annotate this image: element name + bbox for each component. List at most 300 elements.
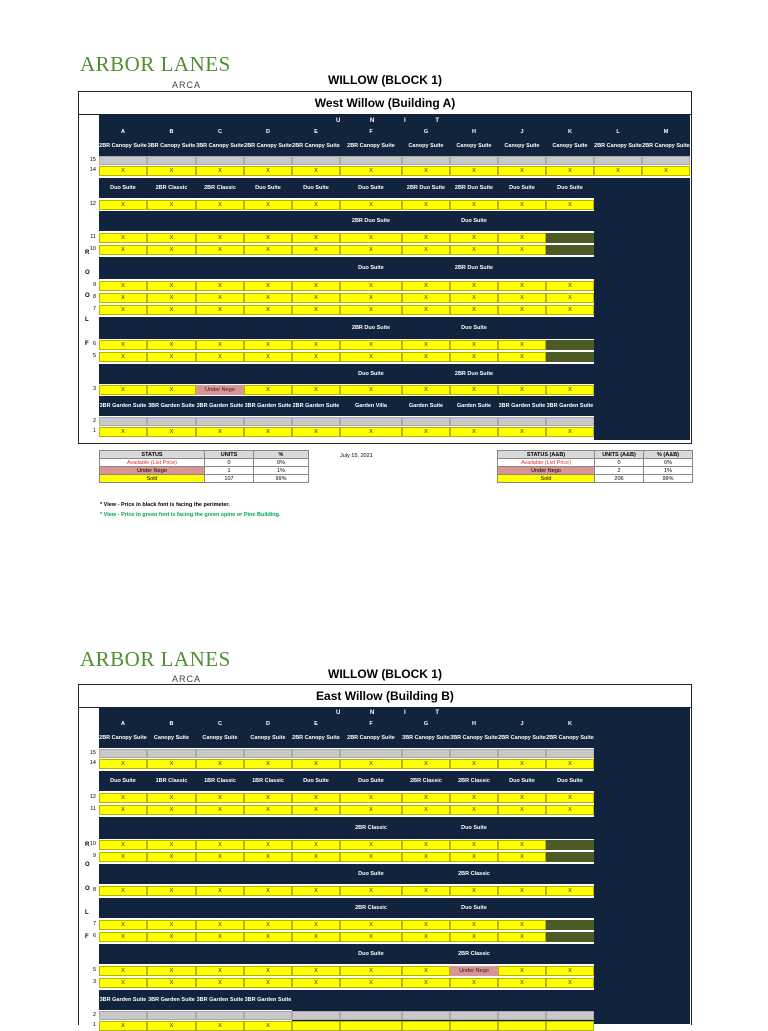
unit-type-cell: Garden Villa [340, 396, 402, 416]
unit-type-cell [99, 944, 147, 964]
empty-floor-cell [498, 749, 546, 758]
note-perimeter: * View - Price in black font is facing the perimeter. [100, 502, 230, 508]
unit-type-cell: Canopy Suite [196, 728, 244, 748]
floor-letter: R [85, 842, 90, 848]
empty-floor-cell [99, 1011, 147, 1020]
unit-type-cell [546, 944, 594, 964]
unit-type-cell: Canopy Suite [546, 136, 594, 156]
unit-status-cell: X [498, 352, 546, 362]
unit-status-cell: X [450, 352, 498, 362]
unit-status-cell: X [99, 293, 147, 303]
unit-status-cell: X [292, 233, 340, 243]
unit-status-cell: X [498, 340, 546, 350]
unit-type-cell: K [546, 720, 594, 728]
unit-status-cell: X [450, 385, 498, 395]
unit-type-cell: Duo Suite [498, 178, 546, 198]
floor-letter: O [85, 862, 90, 868]
unit-type-cell [244, 211, 292, 231]
unit-status-cell: X [99, 805, 147, 815]
unit-status-cell: X [147, 852, 196, 862]
unit-type-cell [402, 864, 450, 884]
unit-status-cell: X [99, 852, 147, 862]
unit-status-cell: X [99, 1021, 147, 1031]
unit-status-cell: X [99, 427, 147, 437]
unit-type-cell [402, 944, 450, 964]
unit-status-cell: X [546, 305, 594, 315]
brand-logo: ARBOR LANES [80, 647, 231, 671]
unit-type-cell [196, 317, 244, 339]
unit-status-cell: X [498, 840, 546, 850]
unit-status-cell: X [99, 978, 147, 988]
unit-type-cell [147, 257, 196, 279]
unit-status-cell: X [292, 166, 340, 176]
unit-status-cell: X [244, 759, 292, 769]
unit-status-cell: X [147, 793, 196, 803]
legend-units: 107 [205, 475, 254, 483]
unit-status-cell [546, 852, 594, 862]
unit-type-cell: M [642, 128, 690, 136]
unit-status-cell: X [450, 805, 498, 815]
unit-status-cell: X [99, 166, 147, 176]
unit-type-cell [402, 211, 450, 231]
floor-number: 11 [90, 806, 96, 812]
legend-units: 0 [205, 459, 254, 467]
unit-type-cell: Duo Suite [340, 864, 402, 884]
unit-status-cell: X [292, 852, 340, 862]
unit-status-cell: X [546, 793, 594, 803]
unit-status-cell: X [340, 932, 402, 942]
unit-type-cell: 3BR Canopy Suite [196, 136, 244, 156]
unit-status-cell: X [340, 385, 402, 395]
unit-status-cell: X [292, 978, 340, 988]
unit-header: U N I T [99, 114, 690, 128]
unit-status-cell: X [147, 840, 196, 850]
floor-number: 15 [89, 750, 96, 756]
unit-status-cell: X [402, 245, 450, 255]
floor-number: 10 [89, 246, 96, 252]
empty-floor-cell [292, 417, 340, 426]
empty-floor-cell [340, 156, 402, 165]
unit-type-cell: 2BR Canopy Suite [594, 136, 642, 156]
unit-type-cell [340, 990, 402, 1010]
unit-type-cell: Duo Suite [292, 178, 340, 198]
unit-type-cell: E [292, 128, 340, 136]
unit-status-cell: X [147, 293, 196, 303]
unit-type-cell: F [340, 720, 402, 728]
unit-status-cell: X [498, 852, 546, 862]
unit-status-cell: X [498, 305, 546, 315]
unit-type-cell: 2BR Canopy Suite [292, 728, 340, 748]
unit-type-cell: Canopy Suite [244, 728, 292, 748]
unit-type-cell: Duo Suite [450, 211, 498, 231]
unit-type-cell: Duo Suite [340, 944, 402, 964]
unit-status-cell: X [244, 1021, 292, 1031]
unit-status-cell: X [498, 886, 546, 896]
unit-type-cell [147, 817, 196, 839]
unit-type-cell: 3BR Garden Suite [196, 990, 244, 1010]
unit-status-cell: X [546, 427, 594, 437]
empty-floor-cell [147, 417, 196, 426]
block-title: WILLOW (BLOCK 1) [328, 73, 442, 87]
legend-header: STATUS (A&B) [498, 451, 595, 459]
unit-status-cell: X [546, 385, 594, 395]
unit-status-cell: X [450, 305, 498, 315]
unit-status-cell: X [340, 166, 402, 176]
empty-floor-cell [546, 156, 594, 165]
unit-type-cell: 3BR Garden Suite [546, 396, 594, 416]
unit-status-cell: X [99, 920, 147, 930]
unit-type-cell: Duo Suite [292, 771, 340, 791]
unit-type-cell [546, 990, 594, 1010]
unit-type-cell: Garden Suite [402, 396, 450, 416]
unit-type-cell: C [196, 720, 244, 728]
unit-status-cell [292, 1021, 340, 1031]
unit-status-cell: X [244, 293, 292, 303]
unit-status-cell: X [340, 978, 402, 988]
unit-status-cell: X [147, 340, 196, 350]
unit-type-cell: Duo Suite [340, 178, 402, 198]
unit-type-cell: Duo Suite [546, 771, 594, 791]
floor-number: 14 [89, 167, 96, 173]
unit-status-cell: X [196, 245, 244, 255]
unit-type-cell: 2BR Duo Suite [340, 317, 402, 339]
unit-status-cell: X [99, 793, 147, 803]
unit-status-cell: X [99, 840, 147, 850]
floor-letter: O [85, 293, 90, 299]
unit-status-cell: X [642, 166, 690, 176]
unit-status-cell: X [196, 978, 244, 988]
empty-floor-cell [244, 156, 292, 165]
unit-status-cell [546, 840, 594, 850]
unit-status-cell: X [99, 352, 147, 362]
unit-status-cell: X [402, 233, 450, 243]
unit-status-cell: X [594, 166, 642, 176]
floor-number: 3 [92, 979, 96, 985]
unit-status-cell: X [147, 200, 196, 210]
brand-logo: ARBOR LANES [80, 52, 231, 76]
unit-status-cell [340, 1021, 402, 1031]
floor-letter: O [85, 270, 90, 276]
unit-type-cell [99, 864, 147, 884]
unit-status-cell: X [147, 966, 196, 976]
floor-number: 10 [89, 841, 96, 847]
legend-header: UNITS (A&B) [595, 451, 644, 459]
unit-status-cell: X [450, 852, 498, 862]
unit-status-cell: X [340, 200, 402, 210]
unit-type-cell: Duo Suite [99, 771, 147, 791]
unit-status-cell: X [498, 805, 546, 815]
unit-status-cell: X [498, 932, 546, 942]
unit-status-cell: X [244, 852, 292, 862]
unit-status-cell: X [244, 793, 292, 803]
empty-floor-cell [292, 749, 340, 758]
unit-status-cell: X [402, 793, 450, 803]
unit-status-cell: X [450, 759, 498, 769]
unit-status-cell: X [340, 793, 402, 803]
unit-status-cell: X [498, 385, 546, 395]
legend-status: Sold [498, 475, 595, 483]
unit-status-cell: X [292, 805, 340, 815]
unit-status-cell: X [402, 840, 450, 850]
unit-type-cell: 2BR Canopy Suite [292, 136, 340, 156]
navy-fill [594, 178, 690, 440]
legend-status: Available (List Price) [100, 459, 205, 467]
unit-status-cell: Under Nego [450, 966, 498, 976]
unit-status-cell: X [546, 978, 594, 988]
unit-status-cell: X [546, 166, 594, 176]
unit-status-cell: X [402, 759, 450, 769]
unit-type-cell: 2BR Garden Suite [292, 396, 340, 416]
unit-type-cell: 2BR Classic [402, 771, 450, 791]
unit-status-cell: X [450, 233, 498, 243]
unit-status-cell: X [340, 759, 402, 769]
unit-status-cell: X [196, 759, 244, 769]
unit-type-cell: Canopy Suite [450, 136, 498, 156]
unit-status-cell: X [402, 427, 450, 437]
unit-status-cell: X [244, 805, 292, 815]
unit-status-cell: X [340, 352, 402, 362]
unit-type-cell: 3BR Garden Suite [147, 990, 196, 1010]
unit-status-cell: X [147, 305, 196, 315]
unit-status-cell: X [196, 200, 244, 210]
unit-type-cell: Duo Suite [340, 364, 402, 384]
unit-type-cell [99, 364, 147, 384]
unit-type-cell: 2BR Duo Suite [450, 178, 498, 198]
floor-number: 12 [89, 201, 96, 207]
unit-type-cell [244, 817, 292, 839]
unit-status-cell: X [292, 305, 340, 315]
unit-type-cell [546, 364, 594, 384]
empty-floor-cell [244, 1011, 292, 1020]
unit-type-cell [292, 898, 340, 918]
floor-number: 5 [92, 353, 96, 359]
unit-status-cell: X [450, 293, 498, 303]
status-legend-ab [497, 450, 693, 483]
floor-number: 3 [92, 386, 96, 392]
unit-status-cell: X [292, 886, 340, 896]
unit-type-cell [292, 257, 340, 279]
unit-status-cell: X [292, 793, 340, 803]
unit-type-cell [147, 944, 196, 964]
unit-type-cell: B [147, 720, 196, 728]
empty-floor-cell [196, 1011, 244, 1020]
unit-type-cell [196, 898, 244, 918]
unit-status-cell: X [546, 759, 594, 769]
unit-type-cell: 1BR Classic [244, 771, 292, 791]
unit-header: U N I T [99, 707, 690, 720]
unit-status-cell [546, 233, 594, 243]
unit-status-cell [546, 1021, 594, 1031]
unit-status-cell: X [402, 966, 450, 976]
unit-status-cell: X [292, 932, 340, 942]
floor-number: 1 [92, 428, 96, 434]
building-title: East Willow (Building B) [79, 685, 691, 708]
empty-floor-cell [498, 1011, 546, 1020]
unit-type-cell: 1BR Classic [196, 771, 244, 791]
unit-status-cell: X [498, 245, 546, 255]
unit-status-cell: X [450, 427, 498, 437]
unit-type-cell: 2BR Duo Suite [450, 257, 498, 279]
unit-type-cell: J [498, 720, 546, 728]
unit-status-cell: X [450, 793, 498, 803]
unit-status-cell: X [340, 281, 402, 291]
unit-status-cell: X [498, 793, 546, 803]
unit-type-cell: 3BR Garden Suite [147, 396, 196, 416]
unit-status-cell [546, 932, 594, 942]
unit-status-cell: X [196, 293, 244, 303]
legend-pct: 99% [644, 475, 693, 483]
unit-status-cell: X [292, 245, 340, 255]
unit-type-cell [498, 364, 546, 384]
unit-status-cell: X [498, 281, 546, 291]
note-green-spine: * View - Price in green font is facing the green spine or Pine Building. [100, 512, 281, 518]
legend-units: 206 [595, 475, 644, 483]
unit-status-cell: X [147, 281, 196, 291]
unit-type-cell: Garden Suite [450, 396, 498, 416]
unit-status-cell: X [196, 233, 244, 243]
legend-units: 0 [595, 459, 644, 467]
unit-type-cell [99, 257, 147, 279]
unit-status-cell: X [402, 852, 450, 862]
unit-type-cell: 2BR Classic [340, 817, 402, 839]
unit-status-cell: X [196, 427, 244, 437]
unit-status-cell: X [340, 966, 402, 976]
unit-status-cell: X [196, 840, 244, 850]
unit-status-cell: X [147, 1021, 196, 1031]
unit-status-cell: X [546, 966, 594, 976]
unit-status-cell: X [292, 281, 340, 291]
unit-status-cell: X [99, 245, 147, 255]
unit-status-cell [402, 1021, 450, 1031]
empty-floor-cell [402, 749, 450, 758]
unit-type-cell [450, 990, 498, 1010]
unit-status-cell: X [340, 245, 402, 255]
unit-status-cell: X [292, 759, 340, 769]
unit-type-cell: Canopy Suite [147, 728, 196, 748]
unit-type-cell: 3BR Canopy Suite [450, 728, 498, 748]
unit-type-cell: 3BR Garden Suite [99, 396, 147, 416]
floor-number: 5 [92, 967, 96, 973]
unit-status-cell: X [546, 886, 594, 896]
unit-status-cell: X [244, 385, 292, 395]
unit-status-cell: X [196, 966, 244, 976]
unit-type-cell [402, 817, 450, 839]
floor-number: 1 [92, 1022, 96, 1028]
unit-type-cell [402, 257, 450, 279]
unit-status-cell: X [340, 805, 402, 815]
unit-status-cell: X [99, 385, 147, 395]
unit-type-cell [196, 817, 244, 839]
floor-letter: L [85, 317, 89, 323]
unit-status-cell: X [450, 840, 498, 850]
unit-type-cell: Duo Suite [99, 178, 147, 198]
unit-status-cell: X [244, 932, 292, 942]
empty-floor-cell [99, 156, 147, 165]
unit-type-cell: 2BR Canopy Suite [546, 728, 594, 748]
floor-number: 7 [92, 921, 96, 927]
unit-type-cell: 2BR Duo Suite [340, 211, 402, 231]
unit-type-cell [147, 211, 196, 231]
unit-type-cell: 2BR Canopy Suite [99, 136, 147, 156]
unit-status-cell: X [498, 427, 546, 437]
unit-status-cell: X [196, 886, 244, 896]
empty-floor-cell [402, 1011, 450, 1020]
empty-floor-cell [147, 156, 196, 165]
unit-status-cell: X [402, 886, 450, 896]
unit-status-cell: X [196, 1021, 244, 1031]
unit-status-cell: X [402, 340, 450, 350]
unit-status-cell: X [196, 340, 244, 350]
unit-status-cell: X [498, 233, 546, 243]
unit-status-cell: X [196, 352, 244, 362]
unit-status-cell: X [99, 200, 147, 210]
unit-status-cell: X [244, 245, 292, 255]
unit-status-cell: X [402, 805, 450, 815]
unit-status-cell: X [196, 920, 244, 930]
unit-type-cell [196, 864, 244, 884]
unit-type-cell: 2BR Canopy Suite [498, 728, 546, 748]
unit-status-cell: X [147, 932, 196, 942]
floor-number: 14 [89, 760, 96, 766]
unit-status-cell: X [450, 200, 498, 210]
unit-status-cell: X [498, 759, 546, 769]
unit-status-cell: X [147, 245, 196, 255]
unit-type-cell [196, 257, 244, 279]
unit-type-cell: 2BR Classic [196, 178, 244, 198]
unit-status-cell: X [498, 920, 546, 930]
floor-number: 7 [92, 306, 96, 312]
unit-type-cell [546, 817, 594, 839]
unit-type-cell [292, 990, 340, 1010]
empty-floor-cell [292, 1011, 340, 1020]
unit-status-cell: X [99, 340, 147, 350]
unit-status-cell: X [244, 200, 292, 210]
unit-type-cell [196, 944, 244, 964]
unit-type-cell [498, 944, 546, 964]
empty-floor-cell [196, 749, 244, 758]
building-title: West Willow (Building A) [79, 92, 691, 115]
unit-type-cell: 2BR Canopy Suite [340, 728, 402, 748]
unit-type-cell [147, 864, 196, 884]
unit-type-cell [99, 898, 147, 918]
unit-type-cell [498, 990, 546, 1010]
unit-type-cell [402, 317, 450, 339]
unit-status-cell: X [450, 281, 498, 291]
unit-status-cell: X [99, 932, 147, 942]
unit-status-cell: X [99, 281, 147, 291]
unit-type-cell [244, 864, 292, 884]
unit-type-cell: 2BR Classic [340, 898, 402, 918]
unit-status-cell: X [402, 920, 450, 930]
unit-status-cell: X [498, 966, 546, 976]
legend-header: % (A&B) [644, 451, 693, 459]
unit-type-cell: 3BR Garden Suite [244, 990, 292, 1010]
unit-type-cell: G [402, 128, 450, 136]
unit-status-cell: X [498, 166, 546, 176]
unit-type-cell [99, 317, 147, 339]
unit-type-cell: 3BR Canopy Suite [402, 728, 450, 748]
unit-status-cell: X [450, 932, 498, 942]
legend-units: 2 [595, 467, 644, 475]
unit-status-cell: X [402, 200, 450, 210]
unit-status-cell: X [196, 932, 244, 942]
unit-type-cell: Duo Suite [450, 317, 498, 339]
unit-type-cell: Duo Suite [546, 178, 594, 198]
unit-type-cell: K [546, 128, 594, 136]
empty-floor-cell [546, 1011, 594, 1020]
unit-status-cell: X [340, 886, 402, 896]
unit-type-cell [196, 364, 244, 384]
